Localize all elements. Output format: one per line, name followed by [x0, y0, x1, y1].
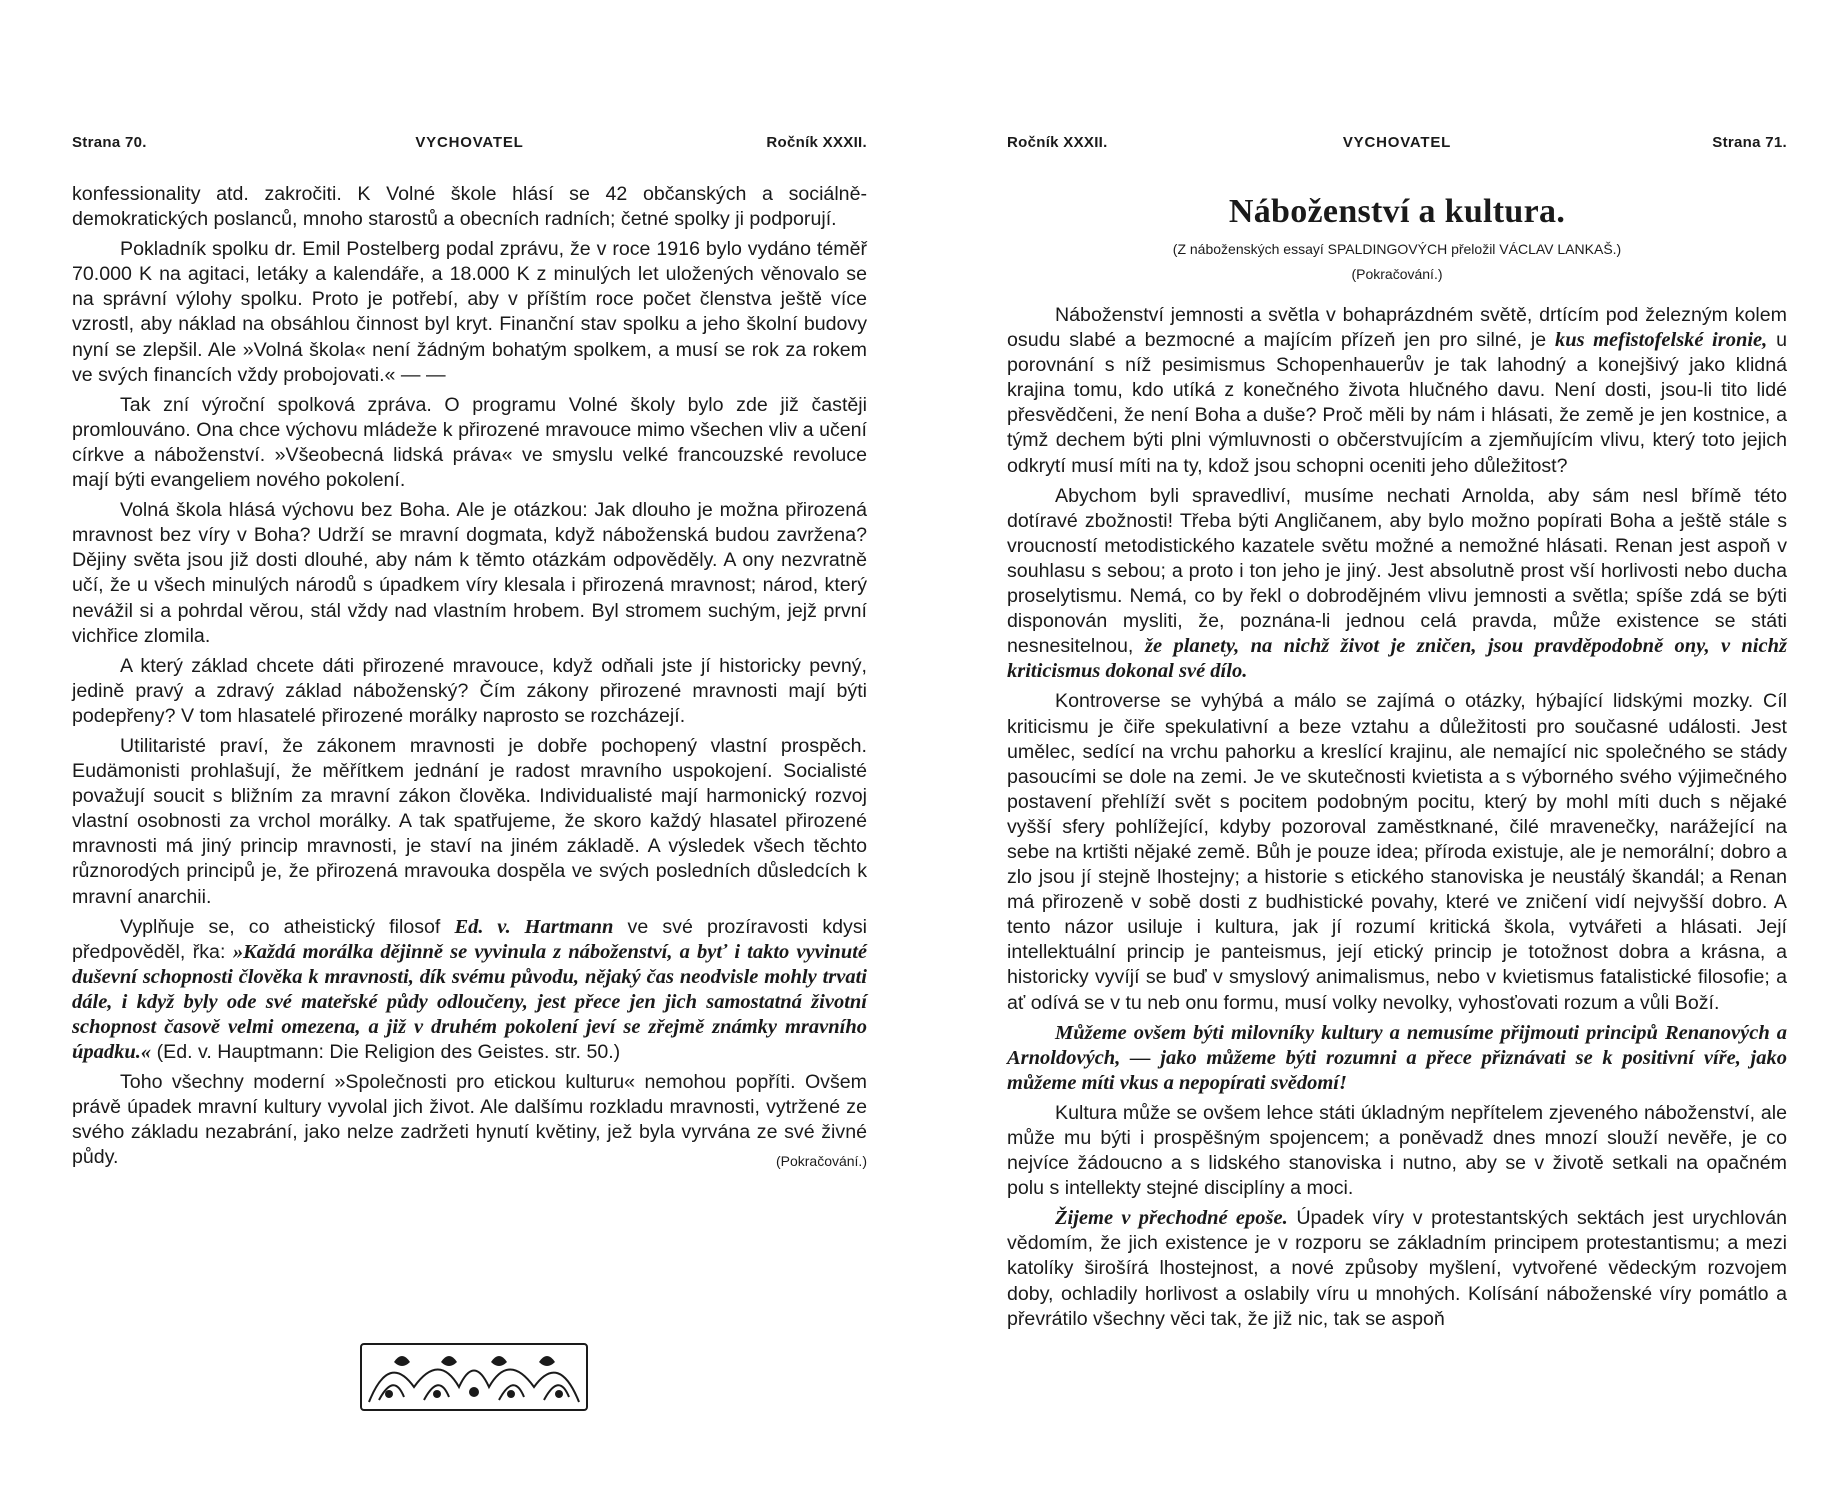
right-running-header	[1007, 134, 1787, 156]
article-subtitle: (Z náboženských essayí SPALDINGOVÝCH přeložil VÁCLAV LANKAŠ.)	[1172, 241, 1622, 257]
left-last-paragraph-text: Toho všechny moderní »Společnosti pro etickou kulturu« nemohou popříti. Ovšem právě úpadek mravní kultury vyvolal jich život. Ale dalšímu rozkladu mravnosti, vytržené ze svého základu nezabrání, jako nelze zadržeti hynutí květiny, jež byla vyrvána ze své živné půdy.	[72, 1071, 867, 1169]
left-paragraph-6: Utilitaristé praví, že zákonem mravnosti je dobře pochopený vlastní prospěch. Eudämonisti prohlašují, že měřítkem jednání je radost mravního uspokojení. Socialisté považují soucit s bližním za mravní zákon člověka. Individualisté mají harmonický rozvoj vlastní osobnosti za vrchol morálky. A tak spatřujeme, že skoro každý hlasatel přirozené mravnosti má jiný princip mravnosti, je staví na jiném základě. A výsledek všech těchto různorodých principů je, že přirozená mravouka dospěla ve svých posledních důsledcích k mravní anarchii.	[72, 734, 867, 908]
hartmann-lead: Vyplňuje se, co atheistický filosof	[120, 915, 441, 938]
left-page-number: Strana 70.	[72, 134, 147, 151]
left-last-paragraph	[72, 1070, 867, 1174]
left-paragraph-3: Tak zní výroční spolková zpráva. O programu Volné školy bylo zde již častěji promlouváno. Ona chce výchovu mládeže k přirozené mravouce mimo všechen vliv a učení církve a náboženství. »Všeobecná lidská práva« ve smyslu velké francouzské revoluce mají býti evangeliem nového pokolení.	[72, 393, 867, 492]
right-body-text	[1007, 303, 1787, 1337]
article-continued-note: (Pokračování.)	[1351, 266, 1443, 282]
right-p1-text-b: u porovnání s níž pesimismus Schopenhauerův je tak lahodný a konejšivý jako klidná krajina tomu, kdo utíká z konečného života hlučného davu. Není dosti, jsou-li tito lidé přesvědčeni, že není Boha a duše? Proč měli by nám i hlásati, že země je jen kostnice, a týmž dechem býti plni výmluvnosti o občerstvujícím a zjemňujícím vlivu, který toto jejich odkrytí musí míti na ty, kdož jsou schopni oceniti jeho důležitost?	[1007, 329, 1788, 477]
right-p4-emphasis: Můžeme ovšem býti milovníky kultury a nemusíme přijmouti principů Renanových a Arnoldových, — jako můžeme býti rozumni a přece přiznávati se k positivní víře, jako můžeme míti vkus a nepopírati svědomí!	[1007, 1021, 1787, 1094]
floral-vignette-icon	[359, 1342, 589, 1412]
hartmann-quote: »Každá morálka dějinně se vyvinula z náboženství, a byť i takto vyvinuté duševní schopnosti člověka k mravnosti, dík svému původu, nějaký čas neodvisle mohly trvati dále, i když byly ode své mateřské půdy odloučeny, jest přece jen jich samostatná životní schopnost časově velmi omezena, a již v druhém pokolení jeví se zřejmě známky mravního úpadku.«	[72, 940, 868, 1064]
left-running-header	[72, 134, 867, 156]
right-paragraph-4	[1007, 1021, 1787, 1096]
left-page	[72, 0, 867, 1500]
left-body-text	[72, 182, 867, 1180]
right-p6-text: Úpadek víry v protestantských sektách jest urychlován vědomím, že jich existence je v rozporu se základním principem protestantismu; a mezi katolíky širošírá lhostejnost, a nové způsoby myšlení, vytvořené vědeckým rozvojem doby, ochladily horlivost a oslabily víru u mnohých. Kolísání náboženské víry pomátlo a převrátilo všechny věci tak, že již nic, tak se aspoň	[1007, 1207, 1787, 1330]
right-p1-text-a: Náboženství jemnosti a světla v bohaprázdném světě, drtícím pod železným kolem osudu slabé a bezmocné a majícím přízeň jen pro silné, je	[1007, 304, 1787, 352]
right-p6-emphasis: Žijeme v přechodné epoše.	[1055, 1207, 1288, 1230]
right-journal-title: VYCHOVATEL	[1342, 134, 1452, 151]
left-paragraph-1: konfessionality atd. zakročiti. K Volné škole hlásí se 42 občanských a sociálně-demokratických poslanců, mnoho starostů a obecních radních; četné spolky ji podporují.	[72, 183, 867, 231]
left-journal-title: VYCHOVATEL	[415, 134, 524, 151]
right-page	[1007, 0, 1787, 1500]
left-continued-note: (Pokračování.)	[775, 1153, 867, 1170]
hartmann-author: Ed. v. Hartmann	[454, 915, 614, 938]
left-paragraph-2: Pokladník spolku dr. Emil Postelberg podal zprávu, že v roce 1916 bylo vydáno téměř 70.000 K na agitaci, letáky a kalendáře, a 18.000 K z minulých let uložených věnovalo se na správní výlohy spolku. Proto je potřebí, aby v příštím roce počet členstva ještě více vzrostl, aby náklad na obsáhlou činnost byl kryt. Finanční stav spolku a jeho školní budovy nyní se zlepšil. Ale »Volná škola« není žádným bohatým spolkem, a musí se rok za rokem ve svých financích vždy probojovati.« — —	[72, 238, 867, 386]
right-p2-text-a: Abychom byli spravedliví, musíme nechati Arnolda, aby sám nesl břímě této dotíravé zbožnosti! Třeba býti Angličanem, aby bylo možno popírati Boha a ještě stále s vroucností metodistického kazatele světu možné a nemožné hlásati. Renan jest aspoň v souhlasu s sebou; a proto i ton jeho je jiný. Jest absolutně prost vší horlivosti nebo ducha proselytismu. Nemá, co by řekl o dobrodějném vlivu jemnosti a světla; spíše zdá se býti disponován mysliti, že, poznána-li jednou celá pravda, může existence se státi nesnesitelnou,	[1007, 484, 1787, 658]
hartmann-citation: (Ed. v. Hauptmann: Die Religion des Geistes. str. 50.)	[156, 1041, 621, 1064]
right-paragraph-6	[1007, 1206, 1787, 1331]
right-p2-emphasis: že planety, na nichž život je zničen, jsou pravděpodobně ony, v nichž kriticismus dokonal své dílo.	[1007, 635, 1787, 683]
right-page-number: Strana 71.	[1712, 134, 1787, 151]
left-paragraph-5: A který základ chcete dáti přirozené mravouce, když odňali jste jí historicky pevný, jedině pravý a zdravý základ náboženský? Čím zákony přirozené mravnosti mají býti podepřeny? V tom hlasatelé přirozené morálky naprosto se rozcházejí.	[72, 654, 867, 727]
right-volume: Ročník XXXII.	[1007, 134, 1108, 151]
left-paragraph-4: Volná škola hlásá výchovu bez Boha. Ale je otázkou: Jak dlouho je možna přirozená mravnost bez víry v Boha? Udrží se mravní dogmata, když náboženská budou zavržena? Dějiny světa jsou již dosti dlouhé, aby nám k těmto otázkám odpověděly. A ony nezvratně učí, že u všech minulých národů s úpadkem víry klesala i přirozená mravnost; národ, který nevážil si a pohrdal věrou, stál vždy nad vlastním hrobem. Byl stromem suchým, jejž první vichřice zlomila.	[72, 499, 867, 647]
article-title: Náboženství a kultura.	[1228, 193, 1566, 230]
right-paragraph-2	[1007, 484, 1787, 685]
hartmann-paragraph	[72, 915, 867, 1066]
article-heading	[1007, 192, 1787, 285]
right-p1-emphasis: kus mefistofelské ironie,	[1554, 329, 1768, 352]
left-volume: Ročník XXXII.	[766, 134, 867, 151]
right-paragraph-5: Kultura může se ovšem lehce státi úkladným nepřítelem zjeveného náboženství, ale může mu býti i prospěšným spojencem; a poněvadž dnes mnozí slouží nevěře, je co nejvíce žádoucno a s lidského stanoviska i nutno, aby se v životě setkali na opačném polu s intellekty stejné disciplíny a moci.	[1007, 1101, 1787, 1200]
hartmann-mid: ve své prozíravosti kdysi předpověděl, řka:	[72, 915, 867, 963]
right-paragraph-1	[1007, 303, 1787, 479]
right-paragraph-3: Kontroverse se vyhýbá a málo se zajímá o otázky, hýbající lidskými mozky. Cíl kriticismu je čiře spekulativní a beze vztahu a důležitosti pro současné události. Jest umělec, sedící na vrchu pahorku a kreslící krajinu, ale nemající nic společného se stády pasoucími se dole na zemi. Je ve skutečnosti kvietista a s výborného svého výjimečného postavení přehlíží svět s pocitem podobným pocitu, který by mohl míti duch s nějaké vyšší sfery pohlížející, kdyby pozoroval zaměstknané, čilé mravenečky, narážející na sebe na krtišti nějaké země. Bůh je pouze idea; příroda existuje, ale je nemorální; dobro a zlo jsou jí stejně lhostejny; a historie s etického stanoviska je neustálý škandál; a Renan má přirozeně v sobě dosti z budhistické povahy, které ve zničení vidí nejvyšší dobro. A tento názor usiluje i kultura, jak jí rozumí kritická škola, vytvářeti a hlásati. Její intellektuální princip je panteismus, její etický princip je totožnost dobra a krásna, a historicky vyvíjí se buď v smyslový animalismus, nebo v kvietismus fatalistické filosofie; a ať odívá se v tu neb onu formu, musí volky nevolky, vyhosťovati rozum a vůli Boží.	[1007, 690, 1787, 1014]
